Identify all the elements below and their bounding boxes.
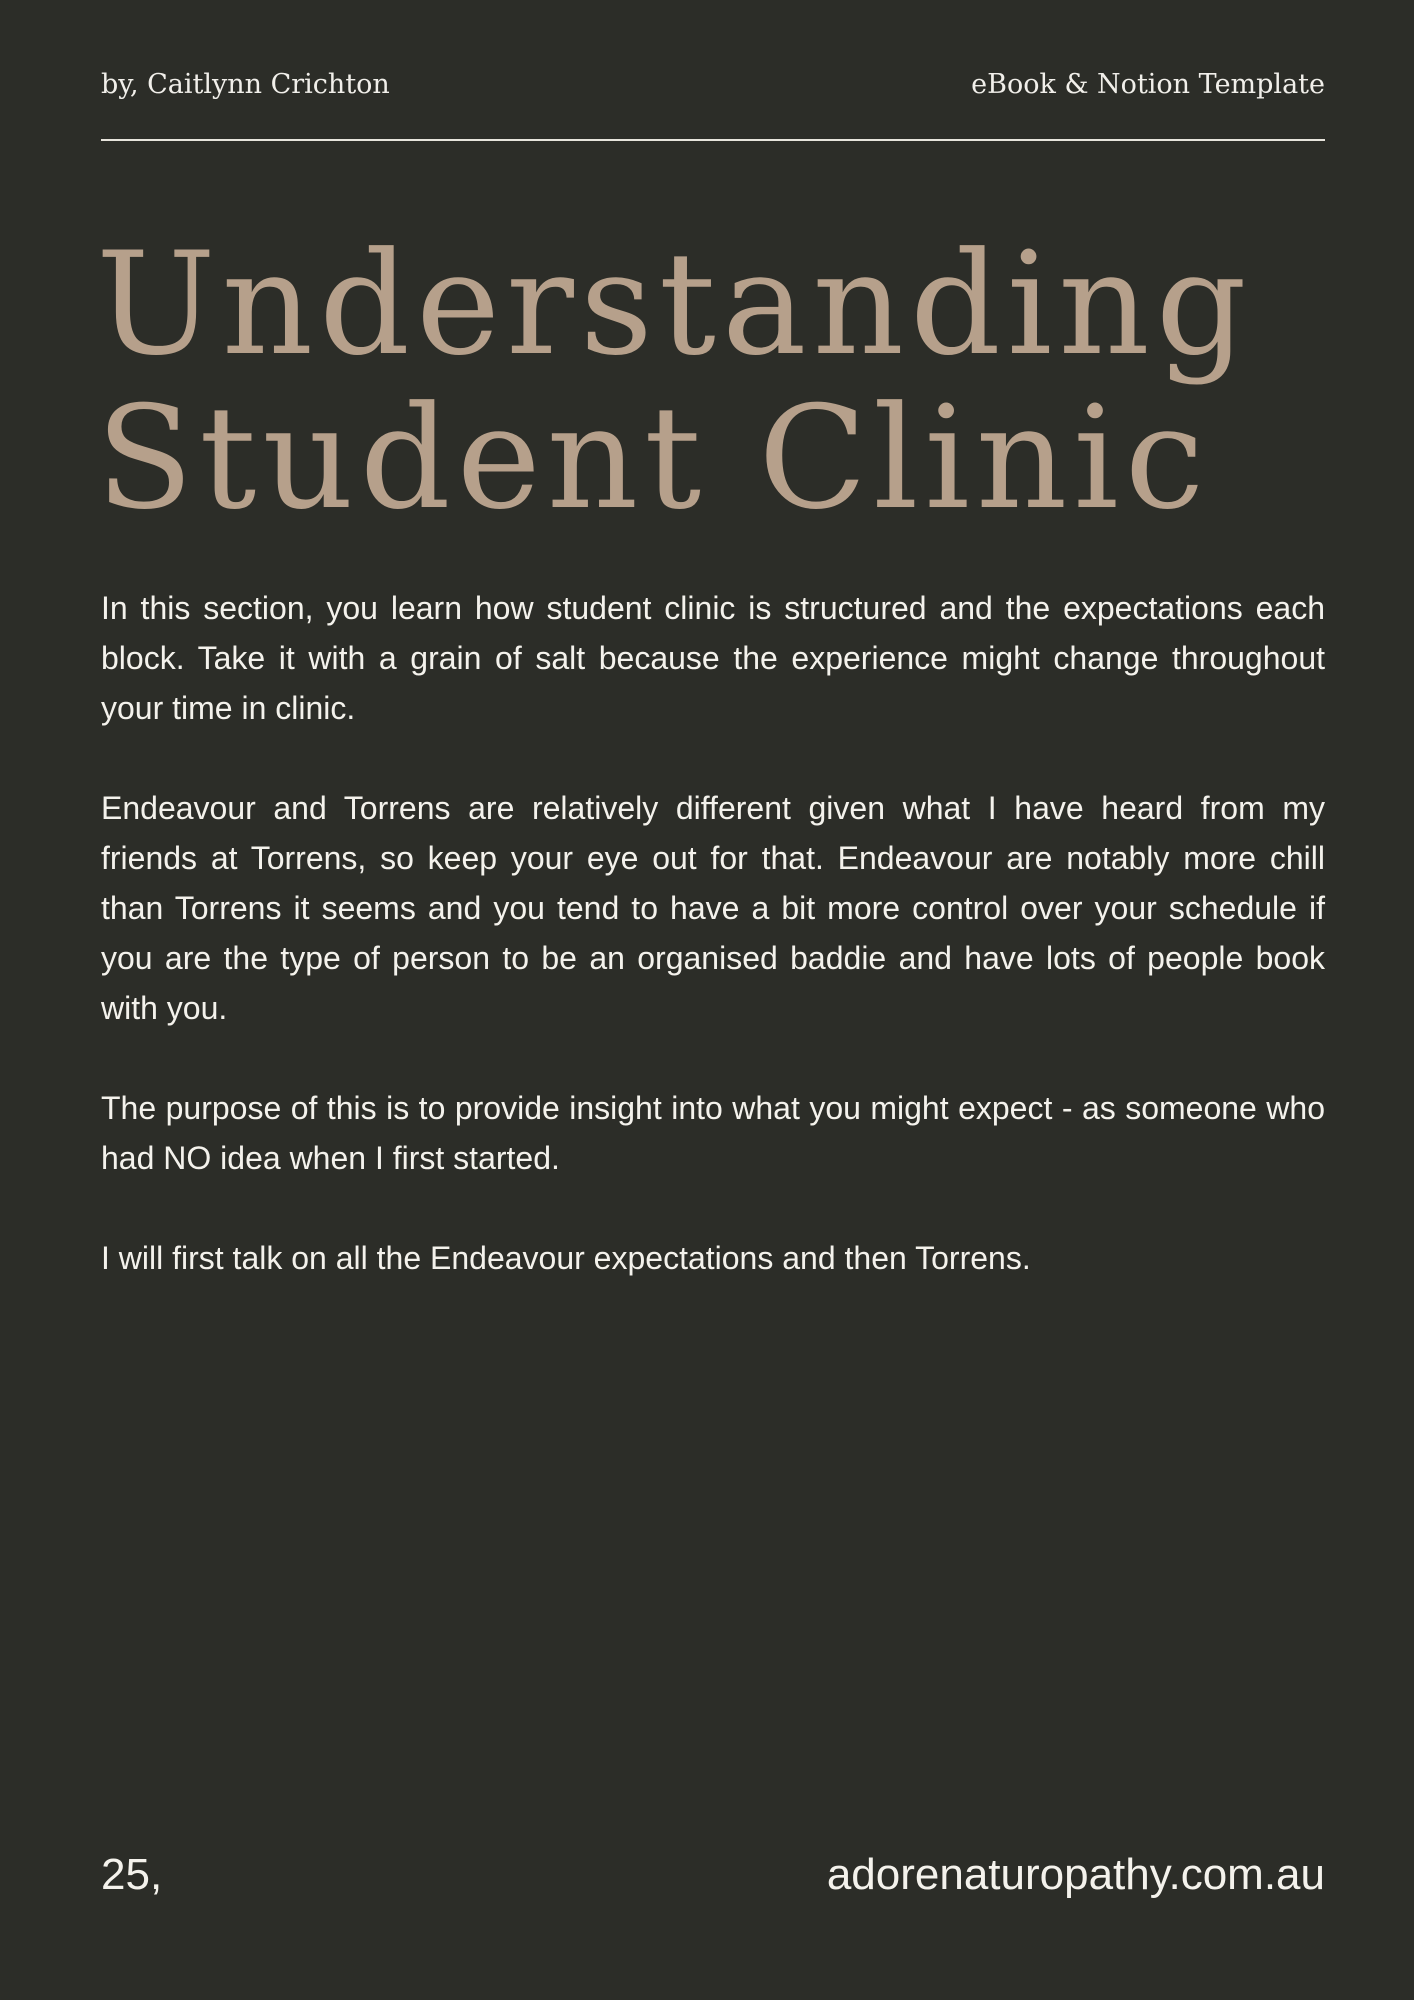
title-line-1: Understanding <box>96 222 1253 387</box>
product-label: eBook & Notion Template <box>971 68 1325 100</box>
body-paragraph: The purpose of this is to provide insight into what you might expect - as someone who had NO idea when I first started. <box>101 1090 1325 1176</box>
page-header <box>101 64 1325 104</box>
page-number: 25, <box>101 1850 163 1899</box>
body-paragraph: In this section, you learn how student clinic is structured and the expectations each block. Take it with a grain of salt because the experience might change throughout your time in clinic. <box>101 590 1325 726</box>
header-divider <box>101 139 1325 141</box>
body-paragraph: Endeavour and Torrens are relatively different given what I have heard from my friends at Torrens, so keep your eye out for that. Endeavour are notably more chill than Torrens it seems and you tend to have a bit more control over your schedule if you are the type of person to be an organised baddie and have lots of people book with you. <box>101 790 1325 1026</box>
body-text <box>101 583 1325 1333</box>
title-line-2: Student Clinic <box>96 376 1211 541</box>
website-url: adorenaturopathy.com.au <box>826 1850 1325 1899</box>
page-title <box>96 222 1356 541</box>
author-byline: by, Caitlynn Crichton <box>101 68 390 100</box>
body-paragraph: I will first talk on all the Endeavour expectations and then Torrens. <box>101 1240 1031 1276</box>
